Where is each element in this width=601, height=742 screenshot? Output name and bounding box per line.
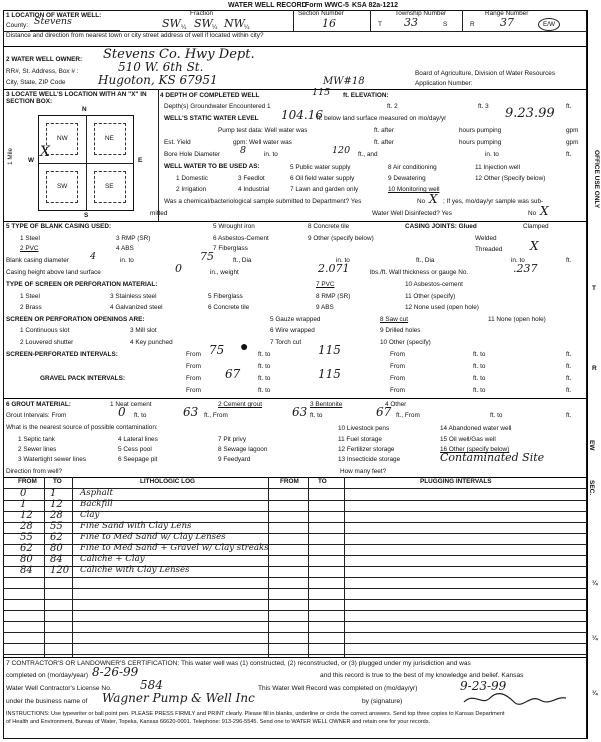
office-use-label: OFFICE USE ONLY (593, 150, 600, 209)
locate-label: 3 LOCATE WELL'S LOCATION WITH AN "X" IN SECTION BOX: (6, 91, 147, 105)
est-gpm-well: gpm: Well water was (233, 139, 292, 146)
log-cell: Backfill (80, 499, 113, 509)
casing-type: 1 Steel (20, 235, 40, 242)
log-cell: Fine to Med Sand w/ Clay Lenses (80, 532, 226, 542)
owner-name: Stevens Co. Hwy Dept. (103, 47, 255, 62)
use-option: 5 Public water supply (290, 164, 351, 171)
log-cell: 55 (20, 532, 33, 543)
fraction-label: Fraction (190, 10, 214, 17)
screen-type: 8 RMP (SR) (316, 293, 351, 300)
chem-x-mark: X (429, 192, 438, 206)
contam-option: 10 Livestock pens (338, 425, 390, 432)
use-option: 3 Feedlot (238, 175, 265, 182)
plug-to-header: TO (318, 478, 327, 485)
wall-thickness-label: lbs./ft. Wall thickness or gauge No. (370, 269, 469, 276)
contam-option: 4 Lateral lines (118, 436, 158, 443)
address-label: RR#, St. Address, Box # : (6, 68, 79, 75)
grout-intervals-label: Grout Intervals: From (6, 412, 67, 419)
screen-type: 9 ABS (316, 304, 334, 311)
bore-label: Bore Hole Diameter (164, 151, 221, 158)
casing-to: 75 (200, 250, 214, 263)
casing-height: 0 (175, 262, 182, 275)
certification-text: 7 CONTRACTOR'S OR LANDOWNER'S CERTIFICATION: This water well was (1) constructed, (2) reconstructed, or (3) plugged under my jurisdiction and was (6, 660, 471, 667)
quarter-mark: ¼ (244, 24, 250, 31)
signature-label: by (signature) (362, 698, 403, 705)
distance-label: Distance and direction from nearest town or city street address of well if located within city? (6, 32, 264, 39)
license-label: Water Well Contractor's License No. (6, 685, 112, 692)
casing-joints-label: CASING JOINTS: Glued (405, 223, 477, 230)
screen-type-selected: 7 PVC (316, 281, 335, 288)
chem-no: No (417, 198, 426, 205)
grout-material-selected: 2 Cement grout (218, 401, 263, 408)
owner-address: 510 W. 6th St. (118, 60, 204, 74)
grout-ft-from2: ft., From (396, 412, 420, 419)
se-quadrant: SE (105, 183, 114, 190)
casing-ft: ft. (566, 257, 572, 264)
casing-weight-label: in., weight (210, 269, 239, 276)
office-quarter: ¼ (592, 580, 598, 587)
gravel-pack-label: GRAVEL PACK INTERVALS: (40, 375, 125, 382)
casing-label: 5 TYPE OF BLANK CASING USED: (6, 223, 112, 230)
gravel-from2-label: From (390, 375, 405, 382)
fraction-sw1: SW (162, 17, 181, 30)
gravel-to3-label: ft. to (258, 387, 271, 394)
record-completed-label: This Water Well Record was completed on (mo/day/yr) (258, 685, 418, 692)
opening-type: 10 Other (specify) (380, 339, 431, 346)
instructions-line2: of Health and Environment, Bureau of Water, Topeka, Kansas 66620-0001. Telephone: 913-296-5545. Send one to WATER WELL OWNER and retain one for your records. (6, 719, 431, 725)
bore-ft: ft. (566, 151, 572, 158)
use-option: 1 Domestic (176, 175, 208, 182)
quarter-mark: ¼ (212, 24, 218, 31)
office-quarter: ¼ (592, 635, 598, 642)
log-cell: Caliche with Clay Lenses (80, 565, 190, 575)
screen-type: 11 Other (specify) (405, 293, 456, 300)
city-label: City, State, ZIP Code (6, 79, 66, 86)
gravel-from3-label: From (186, 387, 201, 394)
record-date: 9-23-99 (460, 679, 507, 693)
perf-ft2: ft. (566, 363, 572, 370)
bore-to: 120 (332, 145, 351, 156)
contam-option: 7 Pit privy (218, 436, 247, 443)
gravel-from: 67 (225, 367, 241, 381)
section-number-label: Section Number (298, 10, 344, 17)
log-cell: 84 (20, 565, 33, 576)
log-cell: 55 (50, 521, 63, 532)
perf-to-label: ft. to (258, 351, 271, 358)
log-cell: 0 (20, 488, 27, 499)
casing-type: 4 ABS (116, 245, 134, 252)
owner-label: 2 WATER WELL OWNER: (6, 56, 83, 63)
screen-type: 5 Fiberglass (208, 293, 243, 300)
perf-from3-label: From (186, 363, 201, 370)
perf-to4-label: ft. to (473, 363, 486, 370)
county-label: County: (6, 22, 29, 29)
groundwater-label: Depth(s) Groundwater Encountered 1 (164, 103, 271, 110)
threaded-x-mark: X (530, 239, 539, 253)
casing-dia-label: Blank casing diameter (6, 257, 69, 264)
contam-option: 3 Watertight sewer lines (18, 456, 86, 463)
log-cell: 12 (50, 499, 63, 510)
opening-type-selected: 8 Saw cut (380, 316, 409, 323)
casing-weight: 2.071 (318, 262, 350, 275)
pump-gpm: gpm (566, 127, 579, 134)
log-cell: 62 (50, 532, 63, 543)
est-yield-label: Est. Yield (164, 139, 191, 146)
contam-option: 6 Seepage pit (118, 456, 158, 463)
opening-type: 11 None (open hole) (488, 316, 546, 323)
log-cell: 1 (20, 499, 27, 510)
bore-in-to: in. to (264, 151, 278, 158)
static-level-after: ft. below land surface measured on mo/day/yr (317, 115, 447, 122)
log-litho-header: LITHOLOGIC LOG (140, 478, 196, 485)
log-from-header: FROM (18, 478, 37, 485)
form-title: WATER WELL RECORD (228, 2, 307, 9)
ksa-number: KSA 82a-1212 (352, 2, 399, 9)
grout-material: 1 Neat cement (110, 401, 152, 408)
perf-to: 115 (318, 343, 341, 357)
use-option: 9 Dewatering (388, 175, 426, 182)
bore-diameter: 8 (240, 145, 247, 156)
log-to-header: TO (53, 478, 62, 485)
grout-to1: 63 (183, 405, 199, 419)
casing-in-to2: in. to (336, 257, 350, 264)
office-ew: EW (588, 440, 595, 451)
owner-city: Hugoton, KS 67951 (98, 73, 218, 87)
depth-label: 4 DEPTH OF COMPLETED WELL (160, 92, 260, 99)
screen-type: 2 Brass (20, 304, 42, 311)
use-option: 11 Injection well (475, 164, 520, 171)
casing-ft-dia2: ft., Dia (416, 257, 435, 264)
location-label: 1 LOCATION OF WATER WELL: (6, 12, 102, 19)
openings-label: SCREEN OR PERFORATION OPENINGS ARE: (6, 316, 145, 323)
contam-option: 14 Abandoned water well (440, 425, 512, 432)
contam-option: 12 Fertilizer storage (338, 446, 395, 453)
mile-label: 1 Mile (7, 147, 14, 165)
log-cell: 120 (50, 565, 70, 576)
gw-ft2: ft. 2 (387, 103, 398, 110)
use-option: 6 Oil field water supply (290, 175, 355, 182)
log-cell: 80 (50, 543, 63, 554)
log-cell: Fine Sand with Clay Lens (80, 521, 192, 531)
gravel-to: 115 (318, 367, 341, 381)
contam-option: 2 Sewer lines (18, 446, 57, 453)
grout-material-selected: 3 Bentonite (310, 401, 343, 408)
gravel-ft: ft. (566, 375, 572, 382)
use-option: 8 Air conditioning (388, 164, 437, 171)
perf-ft: ft. (566, 351, 572, 358)
north-label: N (82, 106, 87, 113)
casing-dia: 4 (90, 251, 97, 262)
grout-from1: 0 (118, 405, 126, 419)
joints-welded: Welded (475, 235, 497, 242)
township-number: 33 (404, 16, 418, 29)
plug-intervals-header: PLUGGING INTERVALS (420, 478, 492, 485)
completed-date: 8-26-99 (92, 665, 139, 679)
office-t: T (592, 285, 596, 292)
range-r: R (470, 21, 475, 28)
contam-option: 13 Insecticide storage (338, 456, 401, 463)
use-option: 7 Lawn and garden only (290, 186, 359, 193)
pump-ft-after: ft. after (374, 127, 394, 134)
joints-clamped: Clamped (523, 223, 549, 230)
grout-material: 4 Other (385, 401, 407, 408)
pump-hours: hours pumping (459, 127, 502, 134)
range-number: 37 (500, 16, 514, 29)
monitoring-well-id: MW#18 (323, 76, 365, 87)
west-label: W (28, 157, 35, 164)
range-ew-circle (538, 18, 560, 31)
perf-from-label: From (186, 351, 201, 358)
screen-type: 6 Concrete tile (208, 304, 250, 311)
office-quarter: ¼ (592, 690, 598, 697)
opening-type: 6 Wire wrapped (270, 327, 315, 334)
screen-type: 3 Stainless steel (110, 293, 157, 300)
gravel-from4-label: From (390, 387, 405, 394)
contam-option: 15 Oil well/Gas well (440, 436, 496, 443)
east-label: E (138, 157, 143, 164)
joints-threaded: Threaded (475, 246, 503, 253)
direction-label: Direction from well? (6, 468, 63, 475)
casing-ft-dia: ft., Dia (233, 257, 252, 264)
log-cell: Fine to Med Sand + Gravel w/ Clay streaks (80, 543, 269, 553)
opening-type: 5 Gauze wrapped (270, 316, 321, 323)
quarter-mark: ¼ (181, 24, 187, 31)
pump-test-label: Pump test data: Well water was (218, 127, 308, 134)
opening-type: 3 Mill slot (130, 327, 157, 334)
contam-option: 9 Feedyard (218, 456, 251, 463)
grout-ft: ft. (566, 412, 572, 419)
contam-option: 5 Cess pool (118, 446, 152, 453)
casing-type: 8 Concrete tile (308, 223, 350, 230)
perforated-intervals-label: SCREEN-PERFORATED INTERVALS: (6, 351, 118, 358)
screen-type: 4 Galvanized steel (110, 304, 163, 311)
log-cell: 84 (50, 554, 63, 565)
disinfected-label: Water Well Disinfected? Yes (372, 210, 452, 217)
gravel-to-label: ft. to (258, 375, 271, 382)
fraction-nw: NW (224, 17, 245, 30)
static-level-date: 9.23.99 (505, 106, 555, 121)
casing-type: 9 Other (specify below) (308, 235, 374, 242)
grout-from2: 63 (292, 405, 308, 419)
use-option: 2 Irrigation (176, 186, 207, 193)
log-cell: 62 (20, 543, 33, 554)
log-cell: 80 (20, 554, 33, 565)
log-cell: 1 (50, 488, 57, 499)
elevation-label: ft. ELEVATION: (343, 92, 389, 99)
range-ew: E/W (543, 21, 556, 28)
static-level-label: WELL'S STATIC WATER LEVEL (164, 115, 259, 122)
log-cell: 28 (20, 521, 33, 532)
disinfected-x-mark: X (540, 204, 549, 218)
grout-ft-to: ft. to (134, 412, 147, 419)
casing-type: 5 Wrought iron (213, 223, 255, 230)
range-label: Range Number (485, 10, 529, 17)
bore-ft-and: ft., and (358, 151, 378, 158)
casing-type: 6 Asbestos-Cement (213, 235, 269, 242)
business-name-label: under the business name of (6, 698, 88, 705)
gravel-to2-label: ft. to (473, 375, 486, 382)
perf-from: 75 (209, 343, 225, 357)
casing-in-to: in. to (120, 257, 134, 264)
screen-type: 10 Asbestos-cement (405, 281, 463, 288)
application-label: Application Number: (415, 80, 473, 87)
chem-sample-label: Was a chemical/bacteriological sample submitted to Department? Yes (164, 198, 362, 205)
township-t: T (378, 21, 382, 28)
gauge-number: .237 (513, 262, 538, 275)
depth-value: 115 (312, 87, 331, 98)
screen-type: 1 Steel (20, 293, 40, 300)
contam-option: 1 Septic tank (18, 436, 55, 443)
mitted-label: mitted (150, 210, 168, 217)
casing-type: 7 Fiberglass (213, 245, 248, 252)
south-label: S (84, 212, 89, 219)
form-number: Form WWC-5 (305, 2, 349, 9)
township-s: S (443, 21, 448, 28)
grout-to2: 67 (376, 405, 392, 419)
gw-ft3: ft. 3 (478, 103, 489, 110)
log-cell: Asphalt (80, 488, 113, 498)
perf-from4-label: From (390, 363, 405, 370)
contam-option-selected: 16 Other (specify below) (440, 446, 510, 453)
sw-quadrant: SW (57, 183, 68, 190)
contam-option: 11 Fuel storage (338, 436, 382, 443)
fraction-sw2: SW (194, 17, 213, 30)
opening-type: 9 Drilled holes (380, 327, 421, 334)
section-number: 16 (322, 17, 336, 30)
contam-other-value: Contaminated Site (440, 451, 545, 464)
office-sec: SEC. (588, 480, 595, 496)
how-many-feet-label: How many feet? (340, 468, 387, 475)
nw-quadrant: NW (57, 135, 68, 142)
county-value: Stevens (34, 16, 72, 27)
est-hours: hours pumping (459, 139, 502, 146)
ne-quadrant: NE (105, 135, 114, 142)
opening-type: 4 Key punched (130, 339, 173, 346)
static-level-value: 104.16 (281, 108, 323, 122)
opening-type: 1 Continuous slot (20, 327, 70, 334)
township-label: Township Number (395, 10, 447, 17)
casing-type-selected: 2 PVC (20, 245, 39, 252)
license-number: 584 (140, 678, 163, 692)
plug-from-header: FROM (280, 478, 299, 485)
log-cell: 12 (20, 510, 33, 521)
use-option: 12 Other (Specify below) (475, 175, 546, 182)
screen-material-label: TYPE OF SCREEN OR PERFORATION MATERIAL: (6, 281, 158, 288)
perf-to3-label: ft. to (258, 363, 271, 370)
use-label: WELL WATER TO BE USED AS: (164, 163, 260, 170)
perf-from2-label: From (390, 351, 405, 358)
completed-on-label: completed on (mo/day/year) (6, 672, 89, 679)
screen-type: 12 None used (open hole) (405, 304, 479, 311)
true-record-text: and this record is true to the best of my knowledge and belief. Kansas (320, 672, 524, 679)
gravel-from-label: From (186, 375, 201, 382)
log-cell: 28 (50, 510, 63, 521)
perf-to2-label: ft. to (473, 351, 486, 358)
log-cell: Clay (80, 510, 100, 520)
casing-height-label: Casing height above land surface (6, 269, 101, 276)
contam-option: 8 Sewage lagoon (218, 446, 268, 453)
business-name: Wagner Pump & Well Inc (102, 691, 255, 705)
grout-label: 6 GROUT MATERIAL: (6, 401, 71, 408)
log-cell: Caliche + Clay (80, 554, 145, 564)
location-x-mark: X (40, 144, 50, 160)
grout-ft-to3: ft. to (490, 412, 503, 419)
use-option: 4 Industrial (238, 186, 270, 193)
contractor-signature (460, 690, 570, 708)
office-r: R (592, 365, 597, 372)
board-label: Board of Agriculture, Division of Water Resources (415, 70, 556, 77)
est-ft-after: ft. after (374, 139, 394, 146)
est-gpm: gpm (566, 139, 579, 146)
gravel-ft2: ft. (566, 387, 572, 394)
instructions-line1: INSTRUCTIONS: Use typewriter or ball point pen. PLEASE PRESS FIRMLY and PRINT clearly. Please fill in blanks, underline or circle the correct answers. Send top three copies to Kansas Department (6, 711, 505, 717)
opening-type: 2 Louvered shutter (20, 339, 74, 346)
disinfected-no: No (528, 210, 537, 217)
chem-after: ; If yes, mo/day/yr sample was sub- (443, 198, 544, 205)
grout-ft-from: ft., From (204, 412, 228, 419)
grout-ft-to2: ft. to (310, 412, 323, 419)
casing-in-to3: in. to (511, 257, 525, 264)
use-option-selected: 10 Monitoring well (388, 186, 440, 193)
bore-in-to2: in. to (485, 151, 499, 158)
contamination-label: What is the nearest source of possible contamination: (6, 424, 158, 431)
gw-ft: ft. (566, 103, 572, 110)
opening-type: 7 Torch cut (270, 339, 302, 346)
gravel-to4-label: ft. to (473, 387, 486, 394)
casing-type: 3 RMP (SR) (116, 235, 151, 242)
